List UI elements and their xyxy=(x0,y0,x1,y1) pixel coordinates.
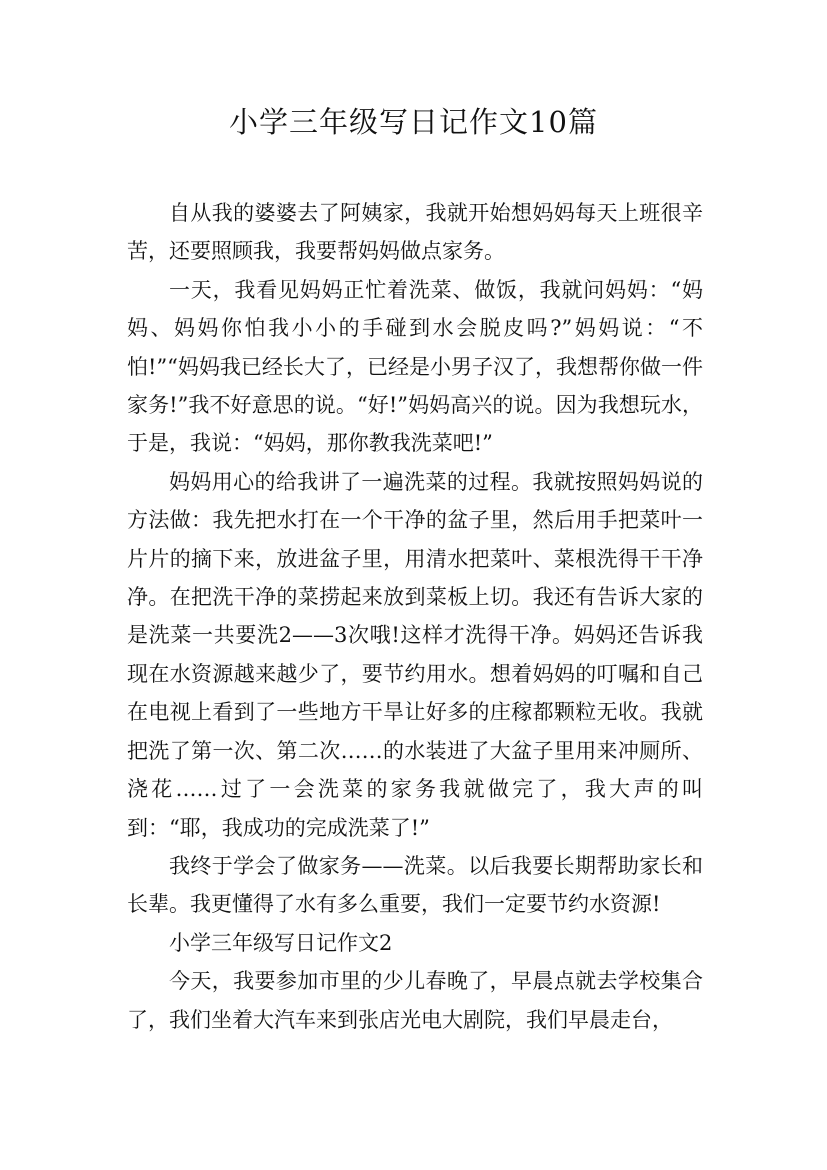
paragraph: 妈妈用心的给我讲了一遍洗菜的过程。我就按照妈妈说的方法做：我先把水打在一个干净的盆子里，然后用手把菜叶一片片的摘下来，放进盆子里，用清水把菜叶、菜根洗得干干净净。在把洗干净的菜捞起来放到菜板上切。我还有告诉大家的是洗菜一共要洗2——3次哦!这样才洗得干净。妈妈还告诉我现在水资源越来越少了，要节约用水。想着妈妈的叮嘱和自己在电视上看到了一些地方干旱让好多的庄稼都颗粒无收。我就把洗了第一次、第二次……的水装进了大盆子里用来冲厕所、浇花……过了一会洗菜的家务我就做完了，我大声的叫到：“耶，我成功的完成洗菜了!” xyxy=(127,469,703,840)
section-heading: 小学三年级写日记作文2 xyxy=(169,930,393,955)
paragraph: 今天，我要参加市里的少儿春晚了，早晨点就去学校集合了，我们坐着大汽车来到张店光电大剧院，我们早晨走台， xyxy=(127,969,703,1032)
paragraph: 一天，我看见妈妈正忙着洗菜、做饭，我就问妈妈：“妈妈、妈妈你怕我小小的手碰到水会脱皮吗?”妈妈说：“不怕!”“妈妈我已经长大了，已经是小男子汉了，我想帮你做一件家务!”我不好意思的说。“好!”妈妈高兴的说。因为我想玩水，于是，我说：“妈妈，那你教我洗菜吧!” xyxy=(127,277,703,456)
paragraph: 我终于学会了做家务——洗菜。以后我要长期帮助家长和长辈。我更懂得了水有多么重要，我们一定要节约水资源! xyxy=(127,853,703,917)
document-body xyxy=(127,194,703,1039)
paragraph: 自从我的婆婆去了阿姨家，我就开始想妈妈每天上班很辛苦，还要照顾我，我要帮妈妈做点家务。 xyxy=(127,201,703,264)
document-title: 小学三年级写日记作文10篇 xyxy=(229,105,598,139)
